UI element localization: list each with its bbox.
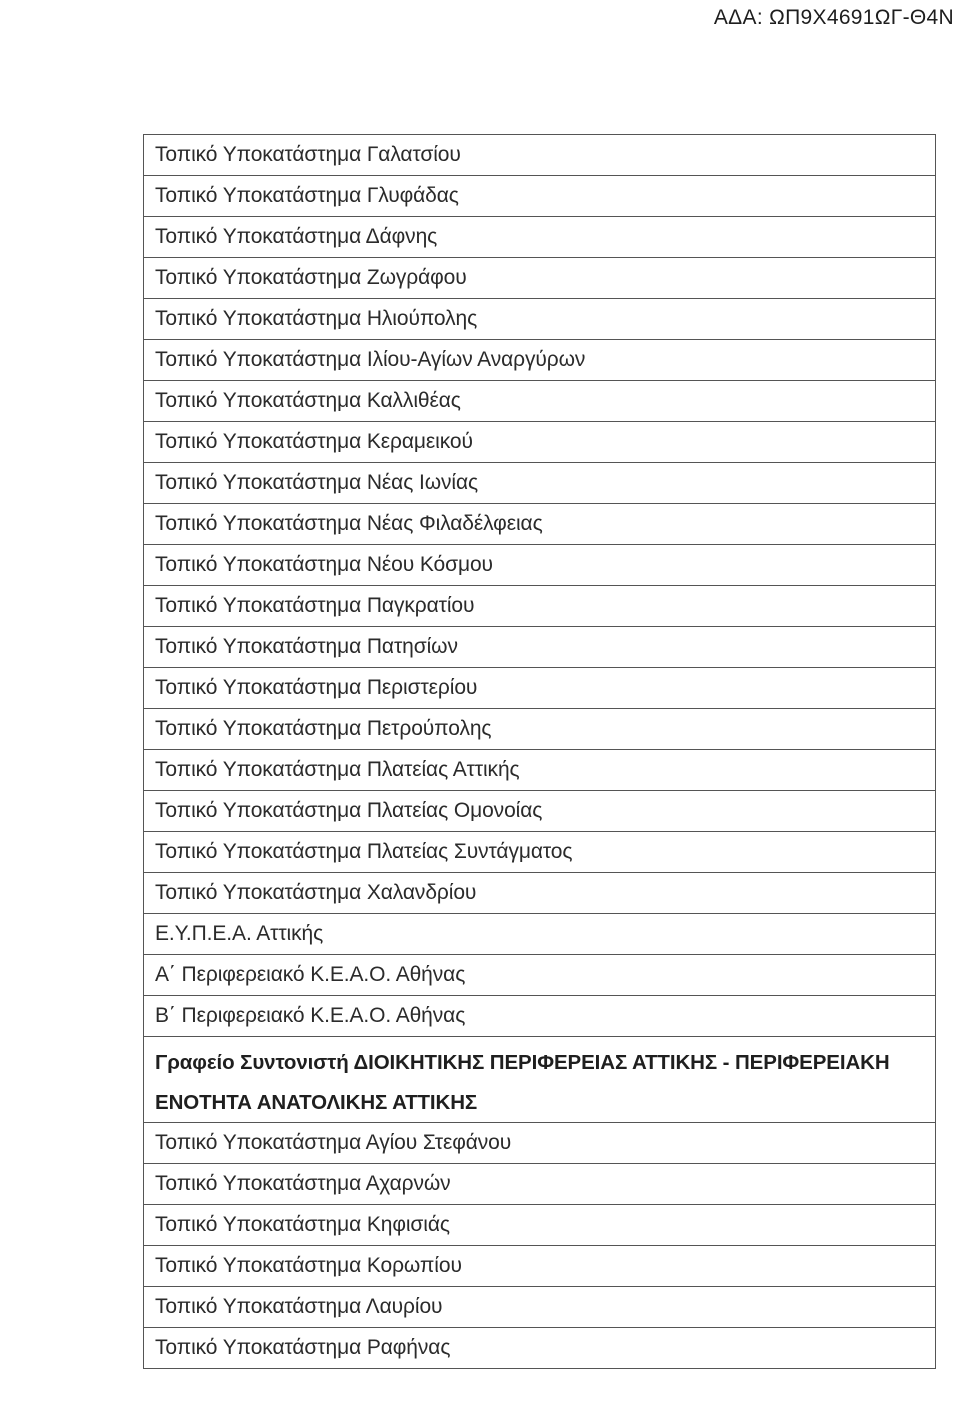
branches-table bbox=[143, 134, 936, 1369]
table-row: Τοπικό Υποκατάστημα Ζωγράφου bbox=[144, 258, 935, 299]
document-ada-code: ΑΔΑ: ΩΠ9Χ4691ΩΓ-Θ4Ν bbox=[713, 6, 954, 29]
table-row: Τοπικό Υποκατάστημα Γλυφάδας bbox=[144, 176, 935, 217]
table-row: Τοπικό Υποκατάστημα Πλατείας Συντάγματος bbox=[144, 832, 935, 873]
table-row: Τοπικό Υποκατάστημα Κεραμεικού bbox=[144, 422, 935, 463]
table-row: Τοπικό Υποκατάστημα Νέας Φιλαδέλφειας bbox=[144, 504, 935, 545]
table-row: Τοπικό Υποκατάστημα Αγίου Στεφάνου bbox=[144, 1123, 935, 1164]
table-row: Τοπικό Υποκατάστημα Λαυρίου bbox=[144, 1287, 935, 1328]
table-row: Τοπικό Υποκατάστημα Παγκρατίου bbox=[144, 586, 935, 627]
table-row: Τοπικό Υποκατάστημα Αχαρνών bbox=[144, 1164, 935, 1205]
table-row: Τοπικό Υποκατάστημα Περιστερίου bbox=[144, 668, 935, 709]
table-row: Τοπικό Υποκατάστημα Ηλιούπολης bbox=[144, 299, 935, 340]
table-row: Τοπικό Υποκατάστημα Χαλανδρίου bbox=[144, 873, 935, 914]
table-row: Ε.Υ.Π.Ε.Α. Αττικής bbox=[144, 914, 935, 955]
table-row: Τοπικό Υποκατάστημα Καλλιθέας bbox=[144, 381, 935, 422]
section-header-row: Γραφείο Συντονιστή ΔΙΟΙΚΗΤΙΚΗΣ ΠΕΡΙΦΕΡΕΙΑΣ ΑΤΤΙΚΗΣ - ΠΕΡΙΦΕΡΕΙΑΚΗ ΕΝΟΤΗΤΑ ΑΝΑΤΟΛΙΚΗΣ ΑΤΤΙΚΗΣ bbox=[144, 1037, 935, 1123]
table-row: Τοπικό Υποκατάστημα Ιλίου-Αγίων Αναργύρων bbox=[144, 340, 935, 381]
table-row: Β΄ Περιφερειακό Κ.Ε.Α.Ο. Αθήνας bbox=[144, 996, 935, 1037]
table-row: Τοπικό Υποκατάστημα Γαλατσίου bbox=[144, 135, 935, 176]
table-row: Τοπικό Υποκατάστημα Πετρούπολης bbox=[144, 709, 935, 750]
table-row: Τοπικό Υποκατάστημα Νέας Ιωνίας bbox=[144, 463, 935, 504]
table-row: Τοπικό Υποκατάστημα Πλατείας Αττικής bbox=[144, 750, 935, 791]
table-row: Α΄ Περιφερειακό Κ.Ε.Α.Ο. Αθήνας bbox=[144, 955, 935, 996]
table-row: Τοπικό Υποκατάστημα Δάφνης bbox=[144, 217, 935, 258]
table-row: Τοπικό Υποκατάστημα Κορωπίου bbox=[144, 1246, 935, 1287]
table-row: Τοπικό Υποκατάστημα Νέου Κόσμου bbox=[144, 545, 935, 586]
table-row: Τοπικό Υποκατάστημα Ραφήνας bbox=[144, 1328, 935, 1369]
table-row: Τοπικό Υποκατάστημα Κηφισιάς bbox=[144, 1205, 935, 1246]
table-row: Τοπικό Υποκατάστημα Πλατείας Ομονοίας bbox=[144, 791, 935, 832]
table-row: Τοπικό Υποκατάστημα Πατησίων bbox=[144, 627, 935, 668]
